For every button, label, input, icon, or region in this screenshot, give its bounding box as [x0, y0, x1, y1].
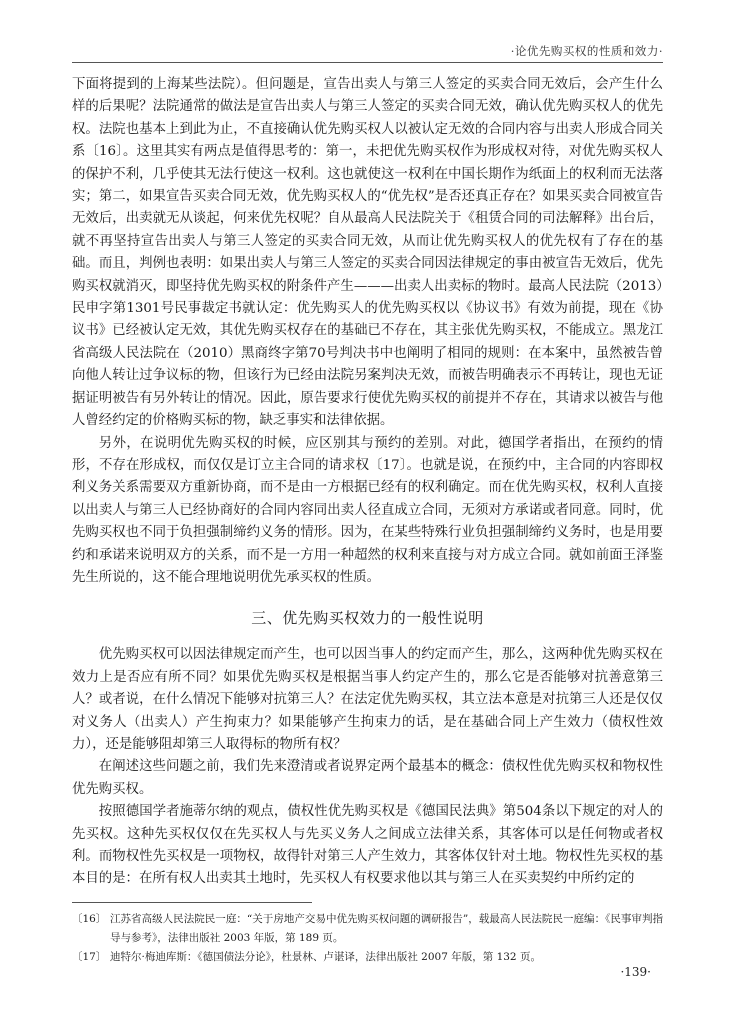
paragraph-german-view: 按照德国学者施蒂尔纳的观点，债权性优先购买权是《德国民法典》第504条以下规定的对人的先买权。这种先买权仅仅在先买权人与先买义务人之间成立法律关系，其客体可以是任何物或者权利。而物权性先买权是一项物权，故得针对第三人产生效力，其客体仅针对土地。物权性先买权的基本目的是：在所有权人出卖其土地时，先买权人有权要求他以其与第三人在买卖契约中所约定的 — [72, 804, 663, 887]
paragraph-effect-questions: 优先购买权可以因法律规定而产生，也可以因当事人的约定而产生，那么，这两种优先购买权在效力上是否应有所不同？如果优先购买权是根据当事人约定产生的，那么它是否能够对抗善意第三人？或者说，在什么情况下能够对抗第三人？在法定优先购买权，其立法本意是对抗第三人还是仅仅对义务人（出卖人）产生拘束力？如果能够产生拘束力的话，是在基础合同上产生效力（债权性效力），还是能够阻却第三人取得标的物所有权？ — [72, 647, 663, 752]
footnote-16 — [72, 910, 663, 948]
body-text — [72, 74, 663, 891]
footnote-17 — [72, 948, 663, 967]
footnote-mark: 〔17〕 — [72, 951, 107, 963]
header-rule — [72, 62, 663, 63]
footnote-mark: 〔16〕 — [72, 913, 107, 925]
paragraph-continued: 下面将提到的上海某些法院）。但问题是，宣告出卖人与第三人签定的买卖合同无效后，会产生什么样的后果呢？法院通常的做法是宣告出卖人与第三人签定的买卖合同无效，确认优先购买权人的优先权。法院也基本上到此为止，不直接确认优先购买权人以被认定无效的合同内容与出卖人形成合同关系〔16〕。这里其实有两点是值得思考的：第一，未把优先购买权作为形成权对待，对优先购买权人的保护不利，几乎使其无法行使这一权利。这也就使这一权利在中国长期作为纸面上的权利而无法落实；第二，如果宣告买卖合同无效，优先购买权人的“优先权”是否还真正存在？如果买卖合同被宣告无效后，出卖就无从谈起，何来优先权呢？自从最高人民法院关于《租赁合同的司法解释》出台后，就不再坚持宣告出卖人与第三人签定的买卖合同无效，从而让优先购买权人的优先权有了存在的基础。而且，判例也表明：如果出卖人与第三人签定的买卖合同因法律规定的事由被宣告无效后，优先购买权就消灭，即坚持优先购买权的附条件产生———出卖人出卖标的物时。最高人民法院（2013）民申字第1301号民事裁定书就认定：优先购买人的优先购买权以《协议书》有效为前提，现在《协议书》已经被认定无效，其优先购买权存在的基础已不存在，其主张优先购买权，不能成立。黑龙江省高级人民法院在（2010）黑商终字第70号判决书中也阐明了相同的规则：在本案中，虽然被告曾向他人转让过争议标的物，但该行为已经由法院另案判决无效，而被告明确表示不再转让，现也无证据证明被告有另外转让的情况。因此，原告要求行使优先购买权的前提并不存在，其请求以被告与他人曾经约定的价格购买标的物，缺乏事实和法律依据。 — [72, 77, 663, 429]
footnote-text: 迪特尔·梅迪库斯：《德国债法分论》，杜景林、卢谌译，法律出版社 2007 年版，第 132 页。 — [110, 951, 541, 963]
paragraph-concept-definitions: 在阐述这些问题之前，我们先来澄清或者说界定两个最基本的概念：债权性优先购买权和物权性优先购买权。 — [72, 759, 663, 797]
footnote-rule — [72, 902, 312, 903]
footnote-text: 江苏省高级人民法院民一庭：“关于房地产交易中优先购买权问题的调研报告”，载最高人民法院民一庭编：《民事审判指导与参考》，法律出版社 2003 年版，第 189 页。 — [110, 913, 663, 944]
page-number: ·139· — [620, 965, 651, 979]
footnotes — [72, 910, 663, 967]
section-heading: 三、优先购买权效力的一般性说明 — [251, 609, 484, 628]
paragraph-preemption-vs-precontract: 另外，在说明优先购买权的时候，应区别其与预约的差别。对此，德国学者指出，在预约的情形，不存在形成权，而仅仅是订立主合同的请求权〔17〕。也就是说，在预约中，主合同的内容即权利义务关系需要双方重新协商，而不是由一方根据已经有的权利确定。而在优先购买权，权利人直接以出卖人与第三人已经协商好的合同内容同出卖人径直成立合同，无须对方承诺或者同意。同时，优先购买权也不同于负担强制缔约义务的情形。因为，在某些特殊行业负担强制缔约义务时，也是用要约和承诺来说明双方的关系，而不是一方用一种超然的权利来直接与对方成立合同。就如前面王泽鉴先生所说的，这不能合理地说明优先承买权的性质。 — [72, 435, 663, 585]
running-header: ·论优先购买权的性质和效力· — [510, 44, 663, 58]
